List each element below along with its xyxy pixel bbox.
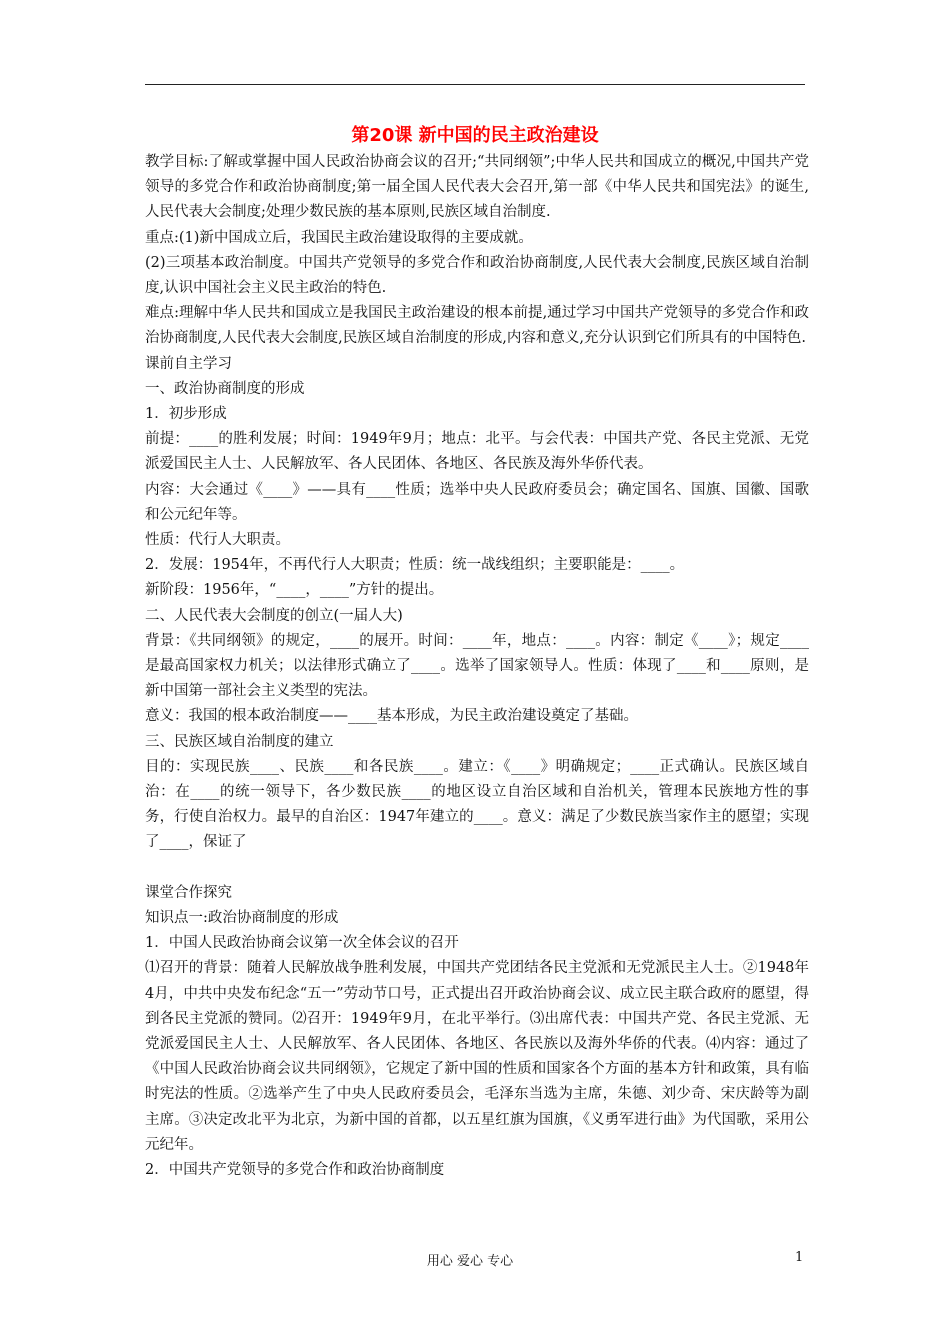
subheading: 1．初步形成 [145, 406, 227, 423]
subheading: 1．中国人民政治协商会议第一次全体会议的召开 [145, 935, 459, 952]
page-title: 第20课 新中国的民主政治建设 [351, 125, 599, 146]
paragraph: 目的：实现民族____、民族____和各民族____。建立：《____》明确规定；____正式确认。民族区域自治：在____的统一领导下，各少数民族____的地区设立自治区域和自治机关，管理本民族地方性的事务，行使自治权力。最早的自治区：1947年建立的____。意义：满足了少数民族当家作主的愿望；实现了____，保证了 [145, 758, 809, 851]
paragraph: ⑴召开的背景：随着人民解放战争胜利发展，中国共产党团结各民主党派和无党派民主人士。②1948年4月，中共中央发布纪念“五一”劳动节口号，正式提出召开政治协商会议、成立民主联合政府的愿望，得到各民主党派的赞同。⑵召开：1949年9月，在北平举行。⑶出席代表：中国共产党、各民主党派、无党派爱国民主人士、人民解放军、各人民团体、各地区、各民族以及海外华侨的代表。⑷内容：通过了《中国人民政治协商会议共同纲领》，它规定了新中国的性质和国家各个方面的基本方针和政策，具有临时宪法的性质。②选举产生了中央人民政府委员会，毛泽东当选为主席，朱德、刘少奇、宋庆龄等为副主席。③决定改北平为北京，为新中国的首都，以五星红旗为国旗，《义勇军进行曲》为代国歌，采用公元纪年。 [145, 960, 809, 1153]
paragraph: 新阶段：1956年，“____，____”方针的提出。 [145, 582, 444, 599]
paragraph: 重点:(1)新中国成立后，我国民主政治建设取得的主要成就。 [145, 229, 533, 246]
section-heading: 课前自主学习 [145, 355, 232, 372]
footer-motto: 用心 爱心 专心 [426, 1254, 514, 1269]
paragraph: 教学目标:了解或掌握中国人民政治协商会议的召开;“共同纲领”;中华人民共和国成立的概况,中国共产党领导的多党合作和政治协商制度;第一届全国人民代表大会召开,第一部《中华人民共和国宪法》的诞生,人民代表大会制度;处理少数民族的基本原则,民族区域自治制度. [145, 154, 809, 221]
section-heading: 二、人民代表大会制度的创立(一届人大) [145, 607, 403, 624]
paragraph: 性质：代行人大职责。 [145, 532, 290, 549]
paragraph: 意义：我国的根本政治制度——____基本形成，为民主政治建设奠定了基础。 [145, 708, 638, 725]
paragraph: 2．发展：1954年，不再代行人大职责；性质：统一战线组织；主要职能是：____。 [145, 557, 685, 574]
header-rule [145, 84, 805, 85]
paragraph: 难点:理解中华人民共和国成立是我国民主政治建设的根本前提,通过学习中国共产党领导的多党合作和政治协商制度,人民代表大会制度,民族区域自治制度的形成,内容和意义,充分认识到它们所具有的中国特色. [145, 305, 809, 347]
document-body [145, 150, 809, 1183]
section-heading: 三、民族区域自治制度的建立 [145, 733, 334, 750]
paragraph: (2)三项基本政治制度。中国共产党领导的多党合作和政治协商制度,人民代表大会制度,民族区域自治制度,认识中国社会主义民主政治的特色. [145, 254, 809, 297]
paragraph: 前提：____的胜利发展；时间：1949年9月；地点：北平。与会代表：中国共产党、各民主党派、无党派爱国民主人士、人民解放军、各人民团体、各地区、各民族及海外华侨代表。 [145, 431, 809, 473]
subheading: 知识点一:政治协商制度的形成 [145, 909, 339, 926]
section-heading: 一、政治协商制度的形成 [145, 380, 305, 397]
section-heading: 课堂合作探究 [145, 884, 232, 901]
spacer [145, 856, 809, 881]
paragraph: 背景：《共同纲领》的规定，____的展开。时间：____年，地点：____。内容：制定《____》；规定____是最高国家权力机关；以法律形式确立了____。选举了国家领导人。性质：体现了____和____原则，是新中国第一部社会主义类型的宪法。 [145, 632, 809, 700]
subheading: 2．中国共产党领导的多党合作和政治协商制度 [145, 1161, 445, 1178]
paragraph: 内容：大会通过《____》——具有____性质；选举中央人民政府委员会；确定国名、国旗、国徽、国歌和公元纪年等。 [145, 481, 809, 523]
page-number: 1 [795, 1250, 804, 1265]
